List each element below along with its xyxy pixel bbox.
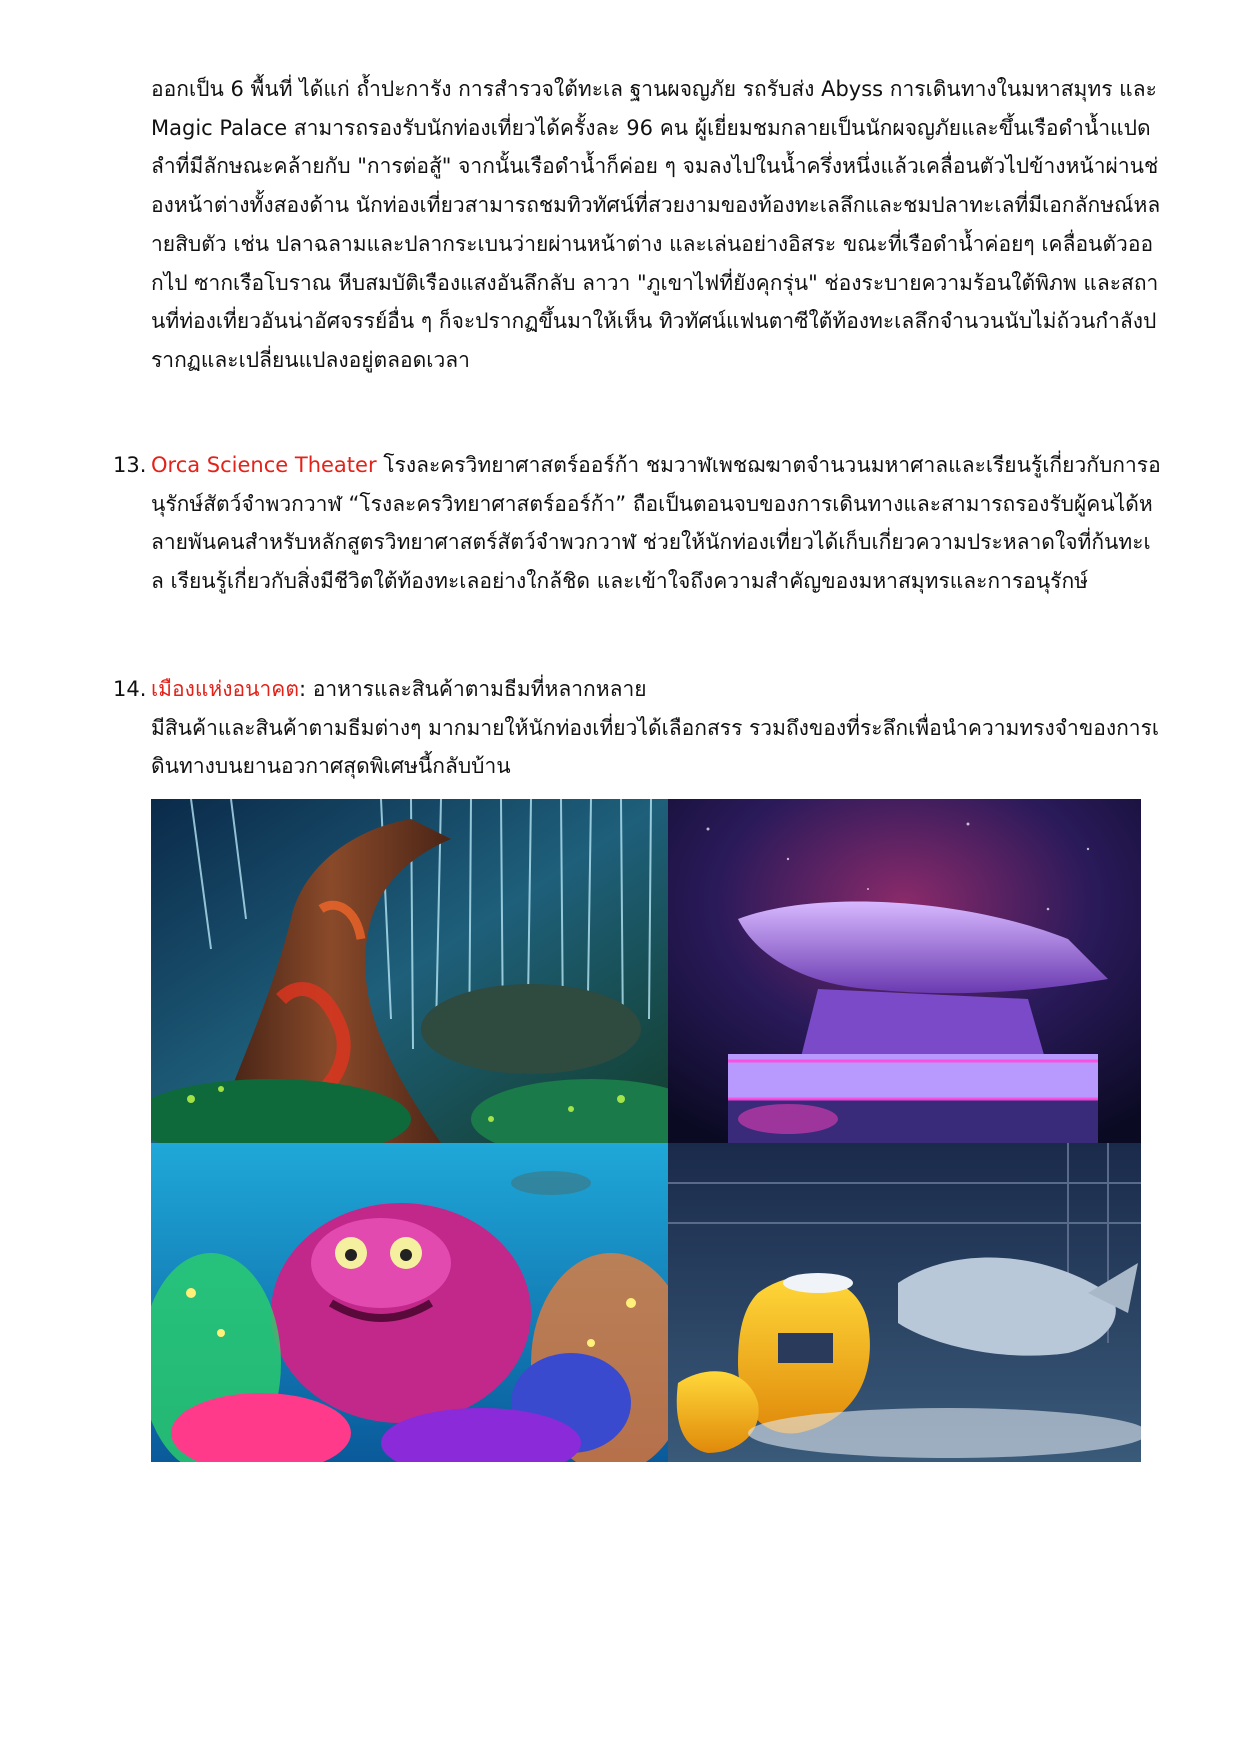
item-text: : อาหารและสินค้าตามธีมที่หลากหลาย [298,677,647,701]
list-item-14 [113,670,1161,786]
item-detail: มีสินค้าและสินค้าตามธีมต่างๆ มากมายให้นักท่องเที่ยวได้เลือกสรร รวมถึงของที่ระลึกเพื่อนำความทรงจำของการเดินทางบนยานอวกาศสุดพิเศษนี้กลับบ้าน [151,715,1160,779]
item-body [151,446,1161,601]
ride-whale-illustration [668,1143,1141,1462]
photo-glowing-tree [151,799,668,1143]
intro-paragraph: ออกเป็น 6 พื้นที่ ได้แก่ ถ้ำปะการัง การสำรวจใต้ทะเล ฐานผจญภัย รถรับส่ง Abyss การเดินทางในมหาสมุทร และ Magic Palace สามารถรองรับนักท่องเที่ยวได้ครั้งละ 96 คน ผู้เยี่ยมชมกลายเป็นนักผจญภัยและขึ้นเรือดำน้ำแปดลำที่มีลักษณะคล้ายกับ "การต่อสู้" จากนั้นเรือดำน้ำก็ค่อย ๆ จมลงไปในน้ำครึ่งหนึ่งแล้วเคลื่อนตัวไปข้างหน้าผ่านช่องหน้าต่างทั้งสองด้าน นักท่องเที่ยวสามารถชมทิวทัศน์ที่สวยงามของท้องทะเลลึกและชมปลาทะเลที่มีเอกลักษณ์หลายสิบตัว เช่น ปลาฉลามและปลากระเบนว่ายผ่านหน้าต่าง และเล่นอย่างอิสระ ขณะที่เรือดำน้ำค่อยๆ เคลื่อนตัวออกไป ซากเรือโบราณ หีบสมบัติเรืองแสงอันลึกลับ ลาวา "ภูเขาไฟที่ยังคุกรุ่น" ช่องระบายความร้อนใต้พิภพ และสถานที่ท่องเที่ยวอันน่าอัศจรรย์อื่น ๆ ก็จะปรากฏขึ้นมาให้เห็น ทิวทัศน์แฟนตาซีใต้ท้องทะเลลึกจำนวนนับไม่ถ้วนกำลังปรากฏและเปลี่ยนแปลงอยู่ตลอดเวลา [151,77,1161,372]
photo-spaceship [668,799,1141,1143]
item-body [151,670,1161,786]
glowing-tree-illustration [151,799,668,1143]
item-title-orca-science-theater: Orca Science Theater [151,453,377,477]
photo-collage [151,799,1141,1462]
photo-reef-creature [151,1143,668,1462]
photo-ride-whale [668,1143,1141,1462]
spaceship-illustration [668,799,1141,1143]
reef-creature-illustration [151,1143,668,1462]
item-text: โรงละครวิทยาศาสตร์ออร์ก้า ชมวาฬเพชฌฆาตจำนวนมหาศาลและเรียนรู้เกี่ยวกับการอนุรักษ์สัตว์จำพวกวาฬ “โรงละครวิทยาศาสตร์ออร์ก้า” ถือเป็นตอนจบของการเดินทางและสามารถรองรับผู้คนได้หลายพันคนสำหรับหลักสูตรวิทยาศาสตร์สัตว์จำพวกวาฬ ช่วยให้นักท่องเที่ยวได้เก็บเกี่ยวความประหลาดใจที่ก้นทะเล เรียนรู้เกี่ยวกับสิ่งมีชีวิตใต้ท้องทะเลอย่างใกล้ชิด และเข้าใจถึงความสำคัญของมหาสมุทรและการอนุรักษ์ [151,453,1161,594]
list-item-13 [113,446,1161,601]
item-number: 14. [113,677,147,701]
item-title-future-city: เมืองแห่งอนาคต [151,677,299,701]
item-number: 13. [113,453,147,477]
